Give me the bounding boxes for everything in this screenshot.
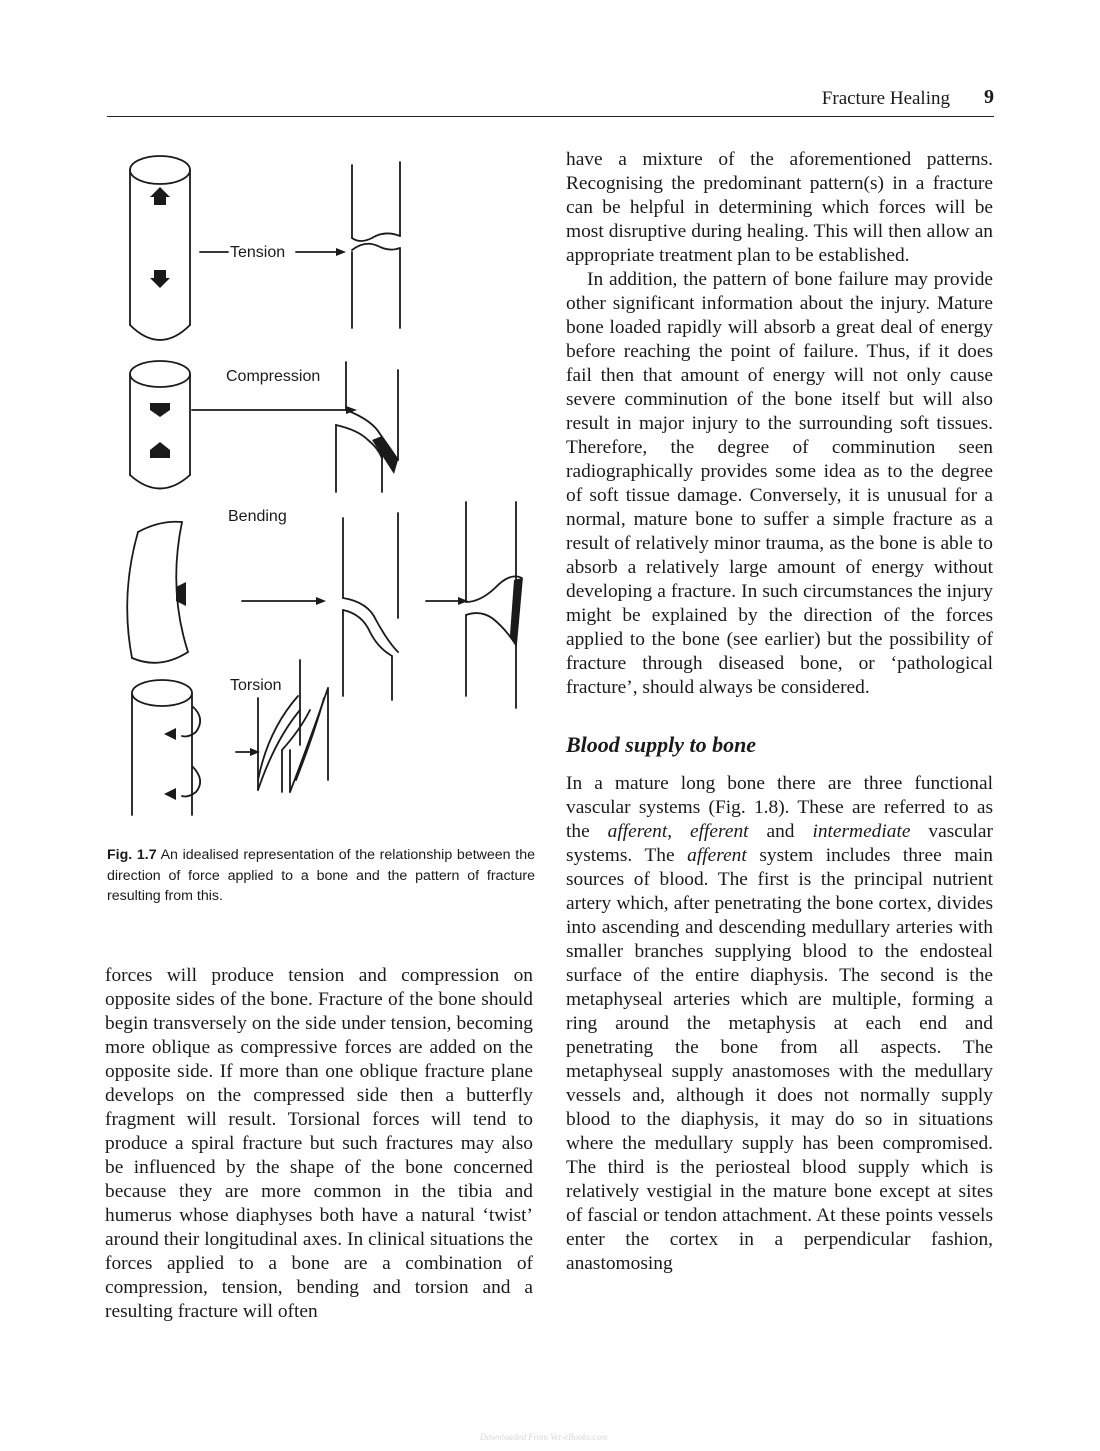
right-column-top <box>566 148 993 1276</box>
p3-text-c: and <box>748 821 813 842</box>
caption-figure-number: Fig. 1.7 <box>107 847 157 863</box>
term-efferent: efferent <box>690 821 749 842</box>
bending-arrowhead-1-icon <box>316 597 326 605</box>
compression-cylinder <box>130 361 190 489</box>
p3-text-b: , <box>667 821 691 842</box>
right-paragraph-1: have a mixture of the aforementioned patterns. Recognising the predominant pattern(s) in a fracture can be helpful in determining which forces will be most disruptive during healing. This will then allow an appropriate treatment plan to be established. <box>566 149 993 266</box>
fracture-force-diagram <box>110 140 540 830</box>
right-paragraph-2: In addition, the pattern of bone failure may provide other significant information about the injury. Mature bone loaded rapidly will absorb a great deal of energy before reaching the point of failure. Thus, if it does fail then that amount of energy will not only cause severe comminution of the bone itself but will also result in major injury to the surrounding soft tissues. Therefore, the degree of comminution seen radiographically provides some idea as to the degree of soft tissue damage. Conversely, it is unusual for a normal, mature bone to suffer a simple fracture as a result of relatively minor trauma, as the bone is able to absorb a relatively large amount of energy without developing a fracture. In such circumstances the injury might be explained by the direction of the forces applied to the bone (see earlier) but the possibility of fracture through diseased bone, or ‘pathological fracture’, should always be considered. <box>566 269 993 698</box>
running-header <box>107 86 994 114</box>
tension-fracture <box>352 162 400 328</box>
p3-text-d: vascular systems. The <box>566 821 993 866</box>
caption-text: An idealised representation of the relationship between the direction of force applied to a bone and the pattern of fracture resulting from this. <box>107 847 535 904</box>
compression-fragment-icon <box>372 436 398 474</box>
compression-fracture <box>336 362 398 492</box>
watermark: Downloaded From Vet-eBooks.com <box>480 1432 608 1442</box>
tension-down-arrow-icon <box>150 270 170 288</box>
term-intermediate: intermediate <box>812 821 911 842</box>
left-column <box>105 964 533 1324</box>
page-number: 9 <box>984 86 994 108</box>
right-paragraph-3 <box>566 772 993 1276</box>
butterfly-fragment-icon <box>510 578 522 645</box>
section-heading: Blood supply to bone <box>566 732 757 757</box>
label-tension: Tension <box>230 244 286 261</box>
label-compression: Compression <box>226 368 321 385</box>
torsion-rotate-arrow-2-icon <box>164 788 176 800</box>
compression-up-arrow-icon <box>150 442 170 458</box>
compression-down-arrow-icon <box>150 403 170 417</box>
p3-text-e: system includes three main sources of blood. The first is the principal nutrient artery which, after penetrating the bone cortex, divides into ascending and descending medullary arteries with smaller branches supplying blood to the endosteal surface of the entire diaphysis. The second is the metaphyseal arteries which are multiple, forming a ring around the metaphysis at each end and penetrating the bone from all aspects. The metaphyseal supply anastomoses with the medullary vessels and, although it does not normally supply blood to the diaphysis, it may do so in situations where the medullary supply has been compromised. The third is the periosteal blood supply which is relatively vestigial in the mature bone except at sites of fascial or tendon attachment. At these points vessels enter the cortex in a perpendicular fashion, anastomosing <box>566 845 993 1274</box>
header-rule <box>107 116 994 117</box>
term-afferent-2: afferent <box>687 845 747 866</box>
tension-cylinder <box>130 156 190 340</box>
bending-fracture-simple <box>343 513 398 700</box>
p3-text-a: In a mature long bone there are three functional vascular systems (Fig. 1.8). These are referred to as the <box>566 773 993 842</box>
figure-caption <box>107 845 535 907</box>
label-torsion: Torsion <box>230 677 282 694</box>
left-paragraph: forces will produce tension and compression on opposite sides of the bone. Fracture of the bone should begin transversely on the side under tension, becoming more oblique as compressive forces are added on the opposite side. If more than one oblique fracture plane develops on the compressed side then a butterfly fragment will result. Torsional forces will tend to produce a spiral fracture but such fractures may also be influenced by the shape of the bone concerned because they are more common in the tibia and humerus whose diaphyses both have a natural ‘twist’ around their longitudinal axes. In clinical situations the forces applied to a bone are a combination of compression, tension, bending and torsion and a resulting fracture will often <box>105 965 533 1322</box>
tension-up-arrow-icon <box>150 187 170 205</box>
torsion-rotate-arrow-1-icon <box>164 728 176 740</box>
running-title: Fracture Healing <box>821 88 950 109</box>
label-bending: Bending <box>228 508 287 525</box>
tension-arrowhead-icon <box>336 248 346 256</box>
term-afferent: afferent <box>607 821 668 842</box>
figure-1-7 <box>110 140 540 830</box>
